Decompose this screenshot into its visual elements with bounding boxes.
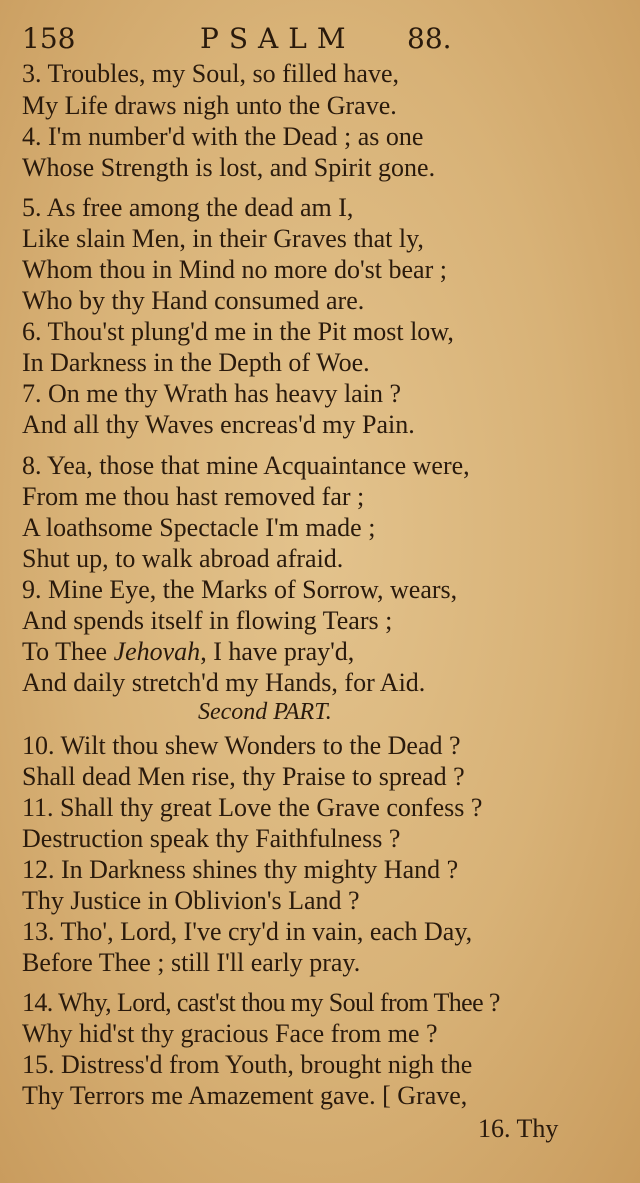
verse-line: 10. Wilt thou shew Wonders to the Dead ? [22, 731, 461, 760]
verse-line: 8. Yea, those that mine Acquaintance were, [22, 451, 470, 480]
verse-line: 7. On me thy Wrath has heavy lain ? [22, 379, 401, 408]
verse-line: 15. Distress'd from Youth, brought nigh the [22, 1050, 473, 1079]
verse-line: 12. In Darkness shines thy mighty Hand ? [22, 855, 459, 884]
verse-line: Shall dead Men rise, thy Praise to spread ? [22, 762, 465, 791]
verse-line: Like slain Men, in their Graves that ly, [22, 224, 424, 253]
verse-line: Whom thou in Mind no more do'st bear ; [22, 255, 447, 284]
verse-line: 5. As free among the dead am I, [22, 193, 354, 222]
verse-line: 14. Why, Lord, cast'st thou my Soul from Thee ? [22, 988, 500, 1017]
verse-line: Destruction speak thy Faithfulness ? [22, 824, 401, 853]
verse-line: 4. I'm number'd with the Dead ; as one [22, 122, 424, 151]
verse-line: Whose Strength is lost, and Spirit gone. [22, 153, 436, 182]
verse-text: , I have pray'd, [200, 637, 355, 666]
verse-line: From me thou hast removed far ; [22, 482, 365, 511]
verse-line: A loathsome Spectacle I'm made ; [22, 513, 376, 542]
page-header [22, 22, 582, 62]
running-title: PSALM [200, 22, 356, 55]
verse-line: 6. Thou'st plung'd me in the Pit most low, [22, 317, 454, 346]
verse-line: 3. Troubles, my Soul, so filled have, [22, 59, 400, 88]
verse-line: My Life draws nigh unto the Grave. [22, 91, 397, 120]
verse-line: Shut up, to walk abroad afraid. [22, 544, 344, 573]
verse-line: 9. Mine Eye, the Marks of Sorrow, wears, [22, 575, 458, 604]
verse-line: In Darkness in the Depth of Woe. [22, 348, 370, 377]
verse-line: And all thy Waves encreas'd my Pain. [22, 410, 415, 439]
verse-line: 11. Shall thy great Love the Grave confess ? [22, 793, 483, 822]
verse-text: To Thee [22, 637, 108, 666]
verse-line: Why hid'st thy gracious Face from me ? [22, 1019, 438, 1048]
psalm-number: 88. [407, 22, 452, 55]
verse-line: And daily stretch'd my Hands, for Aid. [22, 668, 426, 697]
divine-name: Jehovah [113, 637, 201, 666]
verse-line: And spends itself in flowing Tears ; [22, 606, 393, 635]
page-number: 158 [22, 22, 76, 55]
verse-line: Before Thee ; still I'll early pray. [22, 948, 361, 977]
verse-line: Thy Justice in Oblivion's Land ? [22, 886, 360, 915]
part-heading: Second PART. [198, 699, 332, 725]
verse-line: Thy Terrors me Amazement gave. [ Grave, [22, 1081, 468, 1110]
catchword: 16. Thy [478, 1114, 559, 1143]
verse-line: 13. Tho', Lord, I've cry'd in vain, each Day, [22, 917, 473, 946]
verse-line: Who by thy Hand consumed are. [22, 286, 365, 315]
verse-line-jehovah [22, 636, 602, 668]
